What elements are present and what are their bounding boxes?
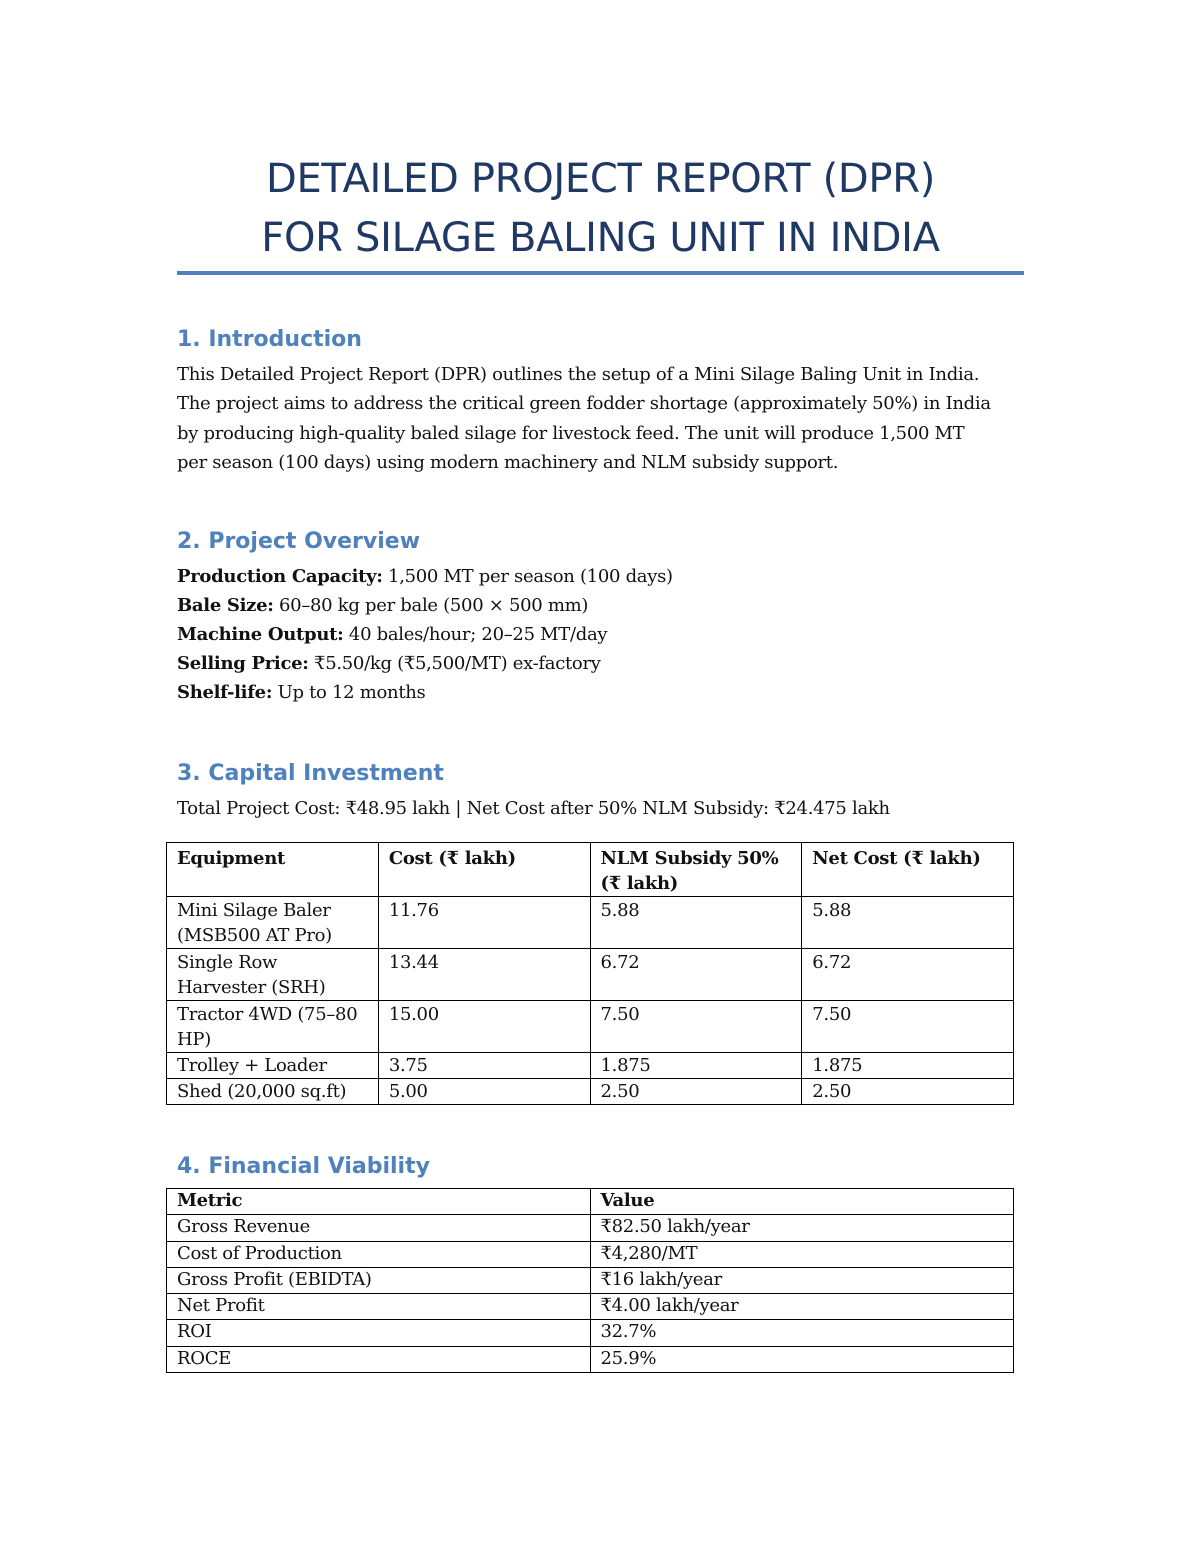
table-cell: Mini Silage Baler (MSB500 AT Pro): [167, 897, 379, 949]
overview-item-value: 1,500 MT per season (100 days): [382, 566, 673, 587]
table-cell: ROCE: [167, 1346, 591, 1372]
title-line-2: FOR SILAGE BALING UNIT IN INDIA: [261, 215, 940, 261]
introduction-line: The project aims to address the critical green fodder shortage (approximately 50%) in India: [177, 393, 991, 415]
table-cell: Shed (20,000 sq.ft): [167, 1079, 379, 1105]
table-cell: 1.875: [802, 1053, 1014, 1079]
table-cell: Net Profit: [167, 1294, 591, 1320]
table-cell: 5.00: [378, 1079, 590, 1105]
table-row: [167, 1294, 1014, 1320]
table-cell: 5.88: [802, 897, 1014, 949]
overview-item: [177, 678, 673, 707]
introduction-line: by producing high-quality baled silage for livestock feed. The unit will produce 1,500 MT: [177, 422, 965, 444]
table-cell: Cost of Production: [167, 1241, 591, 1267]
table-cell: 6.72: [802, 949, 1014, 1001]
document-title: [177, 150, 1024, 268]
capital-summary: Total Project Cost: ₹48.95 lakh | Net Cost after 50% NLM Subsidy: ₹24.475 lakh: [177, 798, 890, 819]
overview-list: [177, 562, 673, 707]
table-cell: Gross Revenue: [167, 1215, 591, 1241]
table-cell: 5.88: [590, 897, 802, 949]
overview-item-value: 40 bales/hour; 20–25 MT/day: [343, 624, 608, 645]
table-row: [167, 1001, 1014, 1053]
table-cell: 1.875: [590, 1053, 802, 1079]
table-cell: Tractor 4WD (75–80 HP): [167, 1001, 379, 1053]
capital-heading: 3. Capital Investment: [177, 761, 444, 786]
table-row: [167, 1215, 1014, 1241]
table-cell: 7.50: [802, 1001, 1014, 1053]
table-row: [167, 949, 1014, 1001]
overview-item: [177, 591, 673, 620]
column-header: Metric: [167, 1189, 591, 1215]
table-header-row: [167, 1189, 1014, 1215]
table-cell: 11.76: [378, 897, 590, 949]
column-header: NLM Subsidy 50% (₹ lakh): [590, 843, 802, 897]
title-underline: [177, 271, 1024, 275]
table-row: [167, 1053, 1014, 1079]
table-cell: Single Row Harvester (SRH): [167, 949, 379, 1001]
table-cell: Gross Profit (EBIDTA): [167, 1267, 591, 1293]
capital-investment-table: [166, 842, 1014, 1105]
overview-item-label: Bale Size:: [177, 595, 274, 616]
column-header: Equipment: [167, 843, 379, 897]
overview-item: [177, 562, 673, 591]
overview-item: [177, 620, 673, 649]
financial-viability-table: [166, 1188, 1014, 1373]
introduction-line: This Detailed Project Report (DPR) outlines the setup of a Mini Silage Baling Unit in India.: [177, 364, 980, 385]
table-cell: 13.44: [378, 949, 590, 1001]
table-cell: 25.9%: [590, 1346, 1014, 1372]
column-header: Value: [590, 1189, 1014, 1215]
table-cell: ₹4.00 lakh/year: [590, 1294, 1014, 1320]
table-cell: ₹4,280/MT: [590, 1241, 1014, 1267]
title-line-1: DETAILED PROJECT REPORT (DPR): [265, 156, 936, 202]
table-row: [167, 1320, 1014, 1346]
table-cell: ₹82.50 lakh/year: [590, 1215, 1014, 1241]
table-row: [167, 1346, 1014, 1372]
table-row: [167, 897, 1014, 949]
table-cell: 15.00: [378, 1001, 590, 1053]
table-cell: Trolley + Loader: [167, 1053, 379, 1079]
introduction-paragraph: [177, 360, 1037, 477]
table-cell: 7.50: [590, 1001, 802, 1053]
column-header: Net Cost (₹ lakh): [802, 843, 1014, 897]
table-row: [167, 1079, 1014, 1105]
overview-item: [177, 649, 673, 678]
overview-heading: 2. Project Overview: [177, 529, 421, 554]
overview-item-value: ₹5.50/kg (₹5,500/MT) ex-factory: [308, 653, 601, 674]
financial-heading: 4. Financial Viability: [177, 1154, 430, 1179]
table-cell: ₹16 lakh/year: [590, 1267, 1014, 1293]
table-cell: 6.72: [590, 949, 802, 1001]
column-header: Cost (₹ lakh): [378, 843, 590, 897]
overview-item-label: Selling Price:: [177, 653, 309, 674]
table-cell: 3.75: [378, 1053, 590, 1079]
introduction-heading: 1. Introduction: [177, 327, 362, 352]
overview-item-label: Production Capacity:: [177, 566, 383, 587]
table-row: [167, 1267, 1014, 1293]
table-cell: ROI: [167, 1320, 591, 1346]
overview-item-value: 60–80 kg per bale (500 × 500 mm): [273, 595, 589, 616]
table-row: [167, 1241, 1014, 1267]
overview-item-label: Machine Output:: [177, 624, 344, 645]
table-header-row: [167, 843, 1014, 897]
overview-item-label: Shelf-life:: [177, 682, 273, 703]
table-cell: 2.50: [590, 1079, 802, 1105]
introduction-line: per season (100 days) using modern machinery and NLM subsidy support.: [177, 451, 839, 473]
overview-item-value: Up to 12 months: [272, 682, 426, 703]
table-cell: 2.50: [802, 1079, 1014, 1105]
table-cell: 32.7%: [590, 1320, 1014, 1346]
